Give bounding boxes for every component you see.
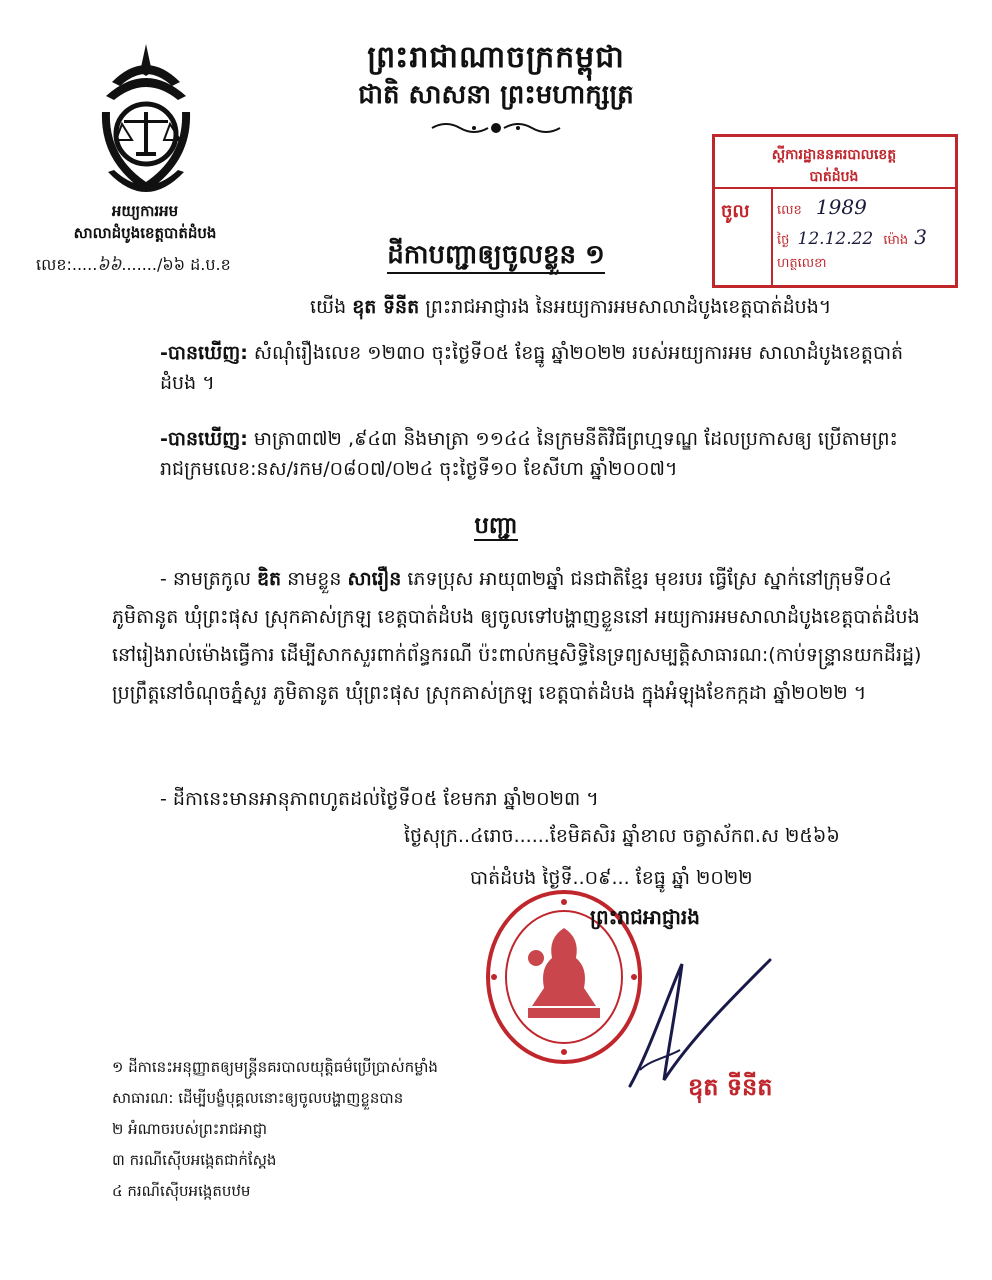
stamp-office-line: ស្ដីការដ្ឋាននគរបាលខេត្ត [771, 147, 897, 163]
footnote-line: សាធារណ: ដើម្បីបង្ខំបុគ្គលនោះឲ្យចូលបង្ហាញខ្លួនបាន [112, 1089, 404, 1107]
prosecutor-name: ឧុត ទីនីត [352, 296, 420, 318]
intro-pre: យើង [310, 296, 353, 318]
seen-label-1: -បានឃើញ: [160, 342, 248, 364]
order-text-2: នាមខ្លួន [281, 568, 348, 590]
intro-paragraph [310, 292, 930, 322]
ref-number-handwritten: ៦៦ [97, 255, 122, 275]
intro-post: ព្រះរាជអាជ្ញារង នៃអយ្យការអមសាលាដំបូងខេត្តបាត់ដំបង។ [419, 296, 832, 318]
solar-date-line: បាត់ដំបង ថ្ងៃទី..០៩... ខែធ្នូ ឆ្នាំ ២០២២ [470, 867, 753, 889]
accused-surname: ឌិត [256, 568, 282, 590]
stamp-number-value: 1989 [815, 195, 867, 219]
national-motto: ជាតិ សាសនា ព្រះមហាក្សត្រ [358, 80, 634, 110]
document-title-text: ដីកាបញ្ជាឲ្យចូលខ្លួន ១ [387, 240, 605, 274]
stamp-date-label: ថ្ងៃ [777, 233, 790, 248]
prosecutor-title: ព្រះរាជអាជ្ញារង [590, 905, 700, 929]
footnote-line: ២ អំណាចរបស់ព្រះរាជអាជ្ញា [112, 1120, 267, 1138]
seen-text-1: សំណុំរឿងលេខ ១២៣០ ចុះថ្ងៃទី០៥ ខែធ្នូ ឆ្នាំ២០២២ របស់អយ្យការអម សាលាដំបូងខេត្តបាត់ដំបង ។ [160, 342, 904, 394]
seen-label-2: -បានឃើញ: [160, 428, 248, 450]
accused-given-name: សារឿន [347, 568, 402, 590]
stamp-time-value: 3 [914, 225, 928, 249]
stamp-time-label: ម៉ោង [883, 233, 909, 248]
footnote-line: ៣ ករណីស៊ើបអង្កេតជាក់ស្ដែង [112, 1151, 277, 1169]
seen-paragraph-1 [160, 338, 920, 398]
seen-text-2: មាត្រា៣៧២ ,៩៤៣ និងមាត្រា ១១៤៤ នៃក្រមនីតិវិធីព្រហ្មទណ្ឌ ដែលប្រកាសឲ្យ ប្រើតាមព្រះរាជក្រមលេខ:នស/រកម/០៨០៧/០២៤ ចុះថ្ងៃទី១០ ខែសីហា ឆ្នាំ២០០៧។ [160, 428, 898, 480]
validity-line: - ដីកានេះមានអានុភាពហូតដល់ថ្ងៃទី០៥ ខែមករា ឆ្នាំ២០២៣ ។ [160, 788, 599, 810]
document-title [0, 238, 992, 276]
kingdom-heading: ព្រះរាជាណាចក្រកម្ពុជា [367, 40, 625, 75]
stamp-date-value: 12.12.22 [797, 229, 874, 249]
footnote-line: ១ ដីកានេះអនុញ្ញាតឲ្យមន្ត្រីនគរបាលយុត្តិធម៌ប្រើប្រាស់កម្លាំង [112, 1058, 438, 1076]
order-text-3: ភេទប្រុស អាយុ៣២ឆ្នាំ ជនជាតិខ្មែរ មុខរបរ ធ្វើស្រែ ស្នាក់នៅក្រុមទី០៤ ភូមិតានូត ឃុំព្រះផុស ស្រុកគាស់ក្រឡ ខេត្តបាត់ដំបង ឲ្យចូលទៅបង្ហាញខ្លួននៅ អយ្យការអមសាលាដំបូងខេត្តបាត់ដំបង នៅរៀងរាល់ម៉ោងធ្វើការ ដើម្បីសាកសួរពាក់ព័ន្ធករណី ប៉ះពាល់កម្មសិទ្ធិនៃទ្រព្យសម្បត្តិសាធារណ:(កាប់ទន្ទ្រានយកដីរដ្ឋ) ប្រព្រឹត្តនៅចំណុចភ្នំសួរ ភូមិតានូត ឃុំព្រះផុស ស្រុកគាស់ក្រឡ ខេត្តបាត់ដំបង ក្នុងអំឡុងខែកក្កដា ឆ្នាំ២០២២ ។ [112, 568, 922, 704]
order-heading [0, 512, 992, 545]
stamp-province-line: បាត់ដំបង [809, 169, 859, 185]
order-heading-text: បញ្ជា [474, 513, 518, 539]
order-text-1: - នាមត្រកូល [160, 568, 257, 590]
order-paragraph [112, 560, 922, 712]
ref-prefix: លេខ:..... [36, 255, 98, 274]
stamp-signature-label: ហត្ថលេខា [777, 256, 827, 271]
footnotes [112, 1052, 572, 1207]
footnote-line: ៤ ករណីស៊ើបអង្កេតបឋម [112, 1182, 251, 1200]
ornament-divider-icon [430, 120, 562, 136]
seen-paragraph-2 [160, 424, 920, 484]
signature-icon [620, 950, 780, 1090]
ref-suffix: ......./៦៦ ដ.ប.ខ [121, 255, 231, 274]
stamp-number-label: លេខ [777, 203, 802, 218]
stamp-number-row [777, 195, 867, 221]
stamp-received-mark: ចូល [721, 201, 750, 222]
court-name: សាលាដំបូងខេត្តបាត់ដំបង [73, 224, 217, 242]
prosecutor-signature-name: ឧុត ទីនីត [688, 1073, 773, 1101]
court-emblem-icon [92, 42, 200, 202]
prosecution-office-name: អយ្យការអម [111, 202, 179, 220]
lunar-date-line: ថ្ងៃសុក្រ..៤រោច......ខែមិគសិរ ឆ្នាំខាល ចត្វាស័ក​ព.ស ២៥៦៦ [404, 825, 840, 847]
